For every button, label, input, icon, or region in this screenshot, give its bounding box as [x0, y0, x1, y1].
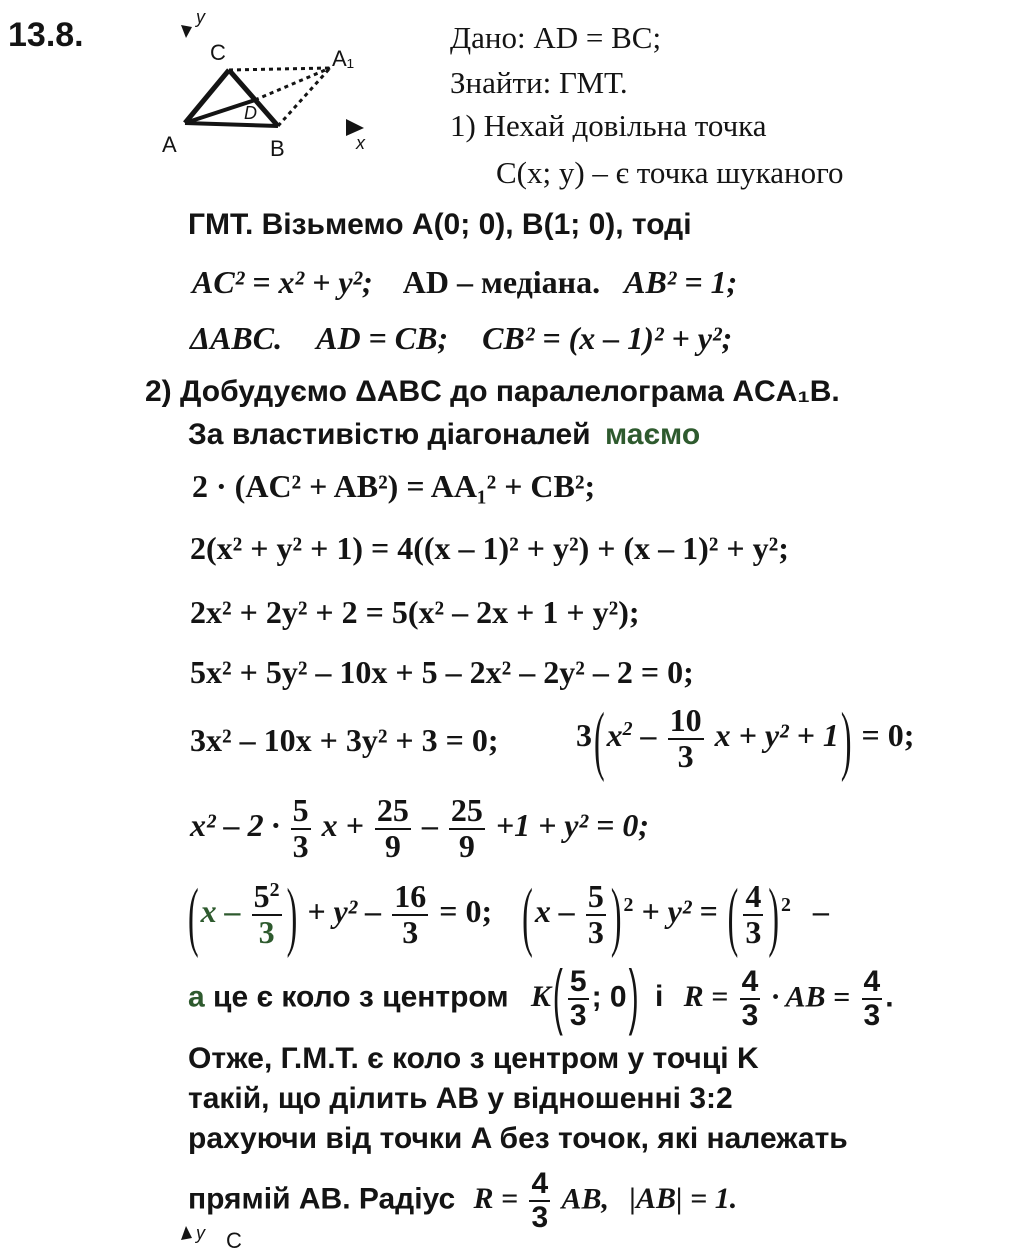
concl-b: це є коло з центром — [213, 980, 509, 1014]
concl-r2-num: 4 — [863, 965, 881, 998]
eq7-den-c: 3 — [587, 913, 604, 950]
concl-i: і — [654, 980, 664, 1014]
label-A1: A₁ — [332, 46, 355, 71]
label-B: B — [270, 136, 285, 161]
eq5-frac-num: 10 — [669, 702, 702, 738]
equation-3: 2x² + 2y² + 2 = 5(x² – 2x + 1 + y²); — [190, 594, 640, 630]
label-A: A — [162, 132, 177, 157]
triangle-abc: ΔABC. — [190, 320, 283, 356]
bottom-axis-arrow — [178, 1226, 198, 1246]
eq7-mid: + y² – — [307, 892, 382, 929]
given-line: Дано: AD = BC; — [450, 20, 662, 55]
ac-squared: AC² = x² + y²; — [192, 264, 373, 300]
eq5-tail: x + y² + 1 — [714, 716, 839, 753]
label-C: C — [210, 40, 226, 65]
ab-squared: AB² = 1; — [624, 264, 738, 300]
median-note: AD – медіана. — [402, 264, 601, 300]
step1-line1: 1) Нехай довільна точка — [450, 108, 767, 143]
eq7-end: = 0; — [439, 892, 493, 929]
step1-line3: ГМТ. Візьмемо A(0; 0), B(1; 0), тоді — [188, 208, 692, 241]
eq7-den-a: 3 — [258, 913, 275, 950]
step2-line2 — [188, 420, 700, 450]
label-D: D — [244, 103, 257, 123]
concl-K: K — [530, 980, 551, 1014]
eq6-post: +1 + y² = 0; — [495, 806, 649, 843]
concl-r-num: 4 — [741, 965, 759, 998]
eq5-coef: 3 — [576, 716, 592, 753]
concl-k-num: 5 — [569, 965, 587, 998]
equation-7: (x – $\frac{5^2}{3}$ ) + y² – $\frac{16}{3}$ = 0; (x – $\frac{5}{3}$ ) $^2$ + y² = ( $\frac{4}{3}$ ) $^2$ – — [188, 871, 829, 958]
final4-c: |AB| = 1. — [629, 1182, 738, 1216]
concl-ab: · AB = — [771, 980, 851, 1014]
label-y: y — [196, 7, 205, 27]
equation-1: 2 · (AC² + AB²) = AA₁² + CB²; — [192, 468, 596, 504]
concl-k-den: 3 — [569, 998, 587, 1032]
final-line4 — [188, 1168, 737, 1233]
equation-4: 5x² + 5y² – 10x + 5 – 2x² – 2y² – 2 = 0; — [190, 654, 694, 690]
equation-2: 2(x² + y² + 1) = 4((x – 1)² + y²) + (x – 1)² + y²; — [190, 530, 789, 566]
ad-equals-cb: AD = CB; — [316, 320, 449, 356]
bottom-label-y: y — [196, 1223, 205, 1243]
concl-r-den: 3 — [741, 998, 759, 1032]
eq7-num-c: 5 — [587, 878, 604, 914]
we-have: маємо — [604, 418, 701, 451]
find-line: Знайти: ГМТ. — [450, 65, 628, 100]
segment-CA1-dashed — [229, 68, 330, 70]
eq6-f1-den: 3 — [292, 827, 309, 864]
final-line1: Отже, Г.М.Т. є коло з центром у точці K — [188, 1042, 759, 1075]
equation-6: x² – 2 · $\frac{5}{3}$ x + $\frac{25}{9}$ – $\frac{25}{9}$ +1 + y² = 0; — [190, 792, 649, 864]
eq7-den-d: 3 — [745, 913, 762, 950]
final4-R: R = — [473, 1182, 519, 1216]
segment-AB — [185, 123, 278, 126]
concl-k-tail: ; 0 — [591, 980, 627, 1014]
eq6-f1-num: 5 — [292, 792, 309, 828]
step1-line5 — [190, 322, 732, 354]
final4-b: AB, — [561, 1182, 610, 1216]
equation-5b: $3(x^2$ – $\frac{10}{3}$ x + y² + 1) = 0; — [576, 695, 915, 782]
eq5-frac-den: 3 — [677, 737, 694, 774]
eq6-pre: x² – 2 · — [190, 806, 280, 843]
final-line3: рахуючи від точки A без точок, які належать — [188, 1122, 848, 1155]
eq7-num-a: 5 — [253, 878, 270, 914]
step2-line1: 2) Добудуємо ΔABC до паралелограма ACA₁B. — [145, 375, 840, 408]
diagonal-property: За властивістю діагоналей — [188, 418, 591, 451]
y-axis-arrow — [181, 25, 192, 38]
step1-line2: C(x; y) – є точка шуканого — [496, 155, 844, 190]
eq6-f2-den: 9 — [384, 827, 401, 864]
segment-DA1-dashed — [255, 68, 330, 100]
eq6-f2-num: 25 — [376, 792, 409, 828]
eq7-plus: + y² = — [641, 892, 718, 929]
eq5-end: = 0; — [861, 716, 915, 753]
final-line2: такій, що ділить AB у відношенні 3:2 — [188, 1082, 733, 1115]
step1-line4 — [192, 266, 737, 298]
concl-a: а — [188, 980, 205, 1014]
eq6-f3-den: 9 — [458, 827, 475, 864]
eq7-den-b: 3 — [402, 913, 419, 950]
cb-squared: CB² = (x – 1)² + y²; — [482, 320, 733, 356]
final4-den: 3 — [531, 1200, 549, 1234]
problem-number: 13.8. — [8, 16, 84, 54]
label-x: x — [356, 133, 365, 153]
eq7-num-b: 16 — [394, 878, 427, 914]
equation-5a: 3x² – 10x + 3y² + 3 = 0; — [190, 722, 499, 758]
eq7-num-a-sup: 2 — [269, 879, 280, 902]
bottom-label-C: C — [226, 1228, 242, 1253]
final4-a: прямій AB. Радіус — [188, 1182, 456, 1216]
concl-R: R = — [683, 980, 729, 1014]
segment-BA1-dashed — [278, 68, 330, 126]
eq6-mid: x + — [321, 806, 364, 843]
eq7-num-d: 4 — [745, 878, 762, 914]
eq6-f3-num: 25 — [450, 792, 483, 828]
concl-r2-den: 3 — [863, 998, 881, 1032]
final4-num: 4 — [531, 1167, 549, 1200]
conclusion-line: а це є коло з центром K( $\frac{5}{3}$ ; 0) і R = $\frac{4}{3}$ · AB = $\frac{4}{3}$ . — [188, 957, 894, 1037]
